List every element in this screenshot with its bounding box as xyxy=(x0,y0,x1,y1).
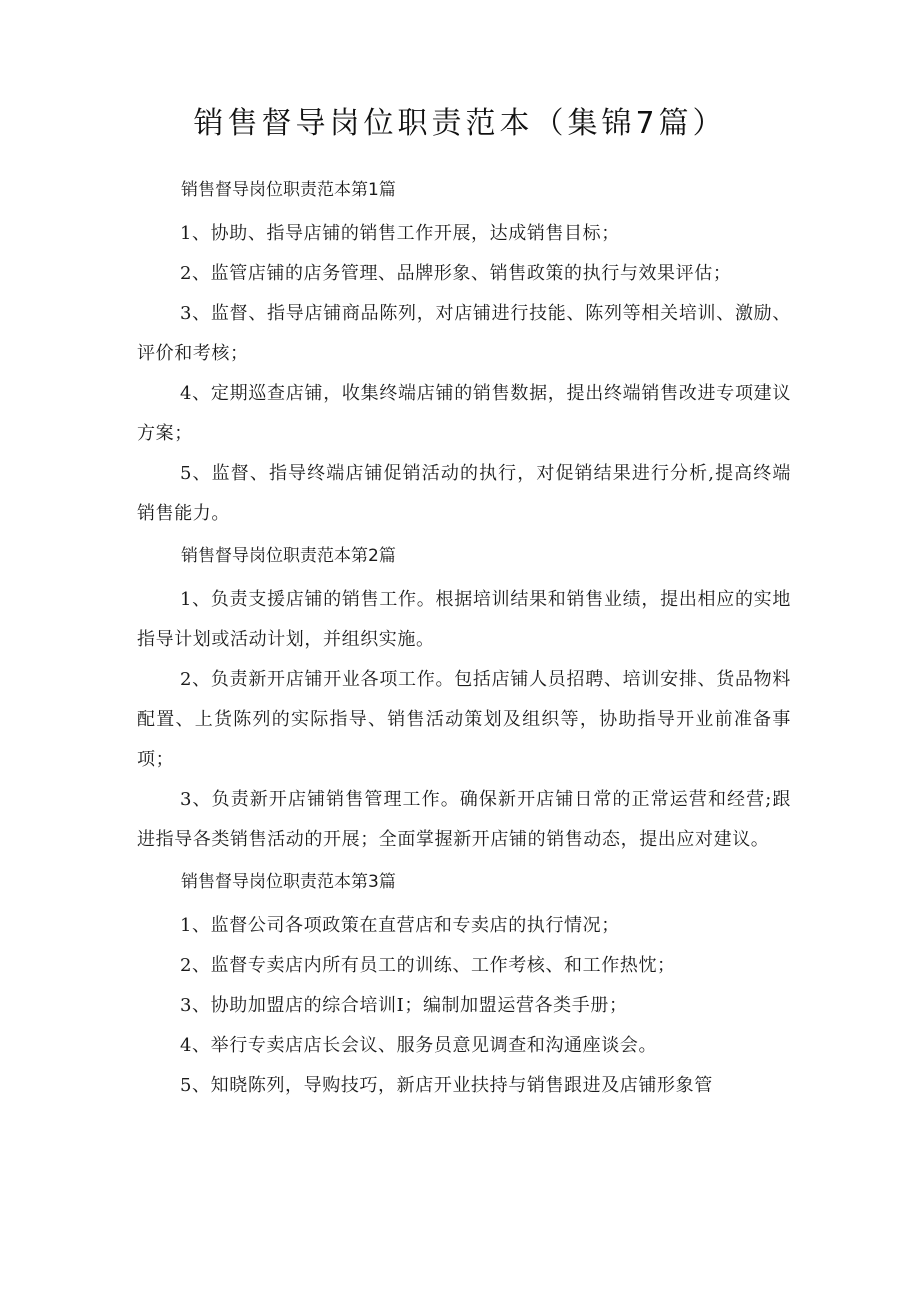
list-item: 1、协助、指导店铺的销售工作开展，达成销售目标； xyxy=(180,223,620,244)
list-item: 5、监督、指导终端店铺促销活动的执行，对促销结果进行分析,提高终端销售能力。 xyxy=(137,463,791,524)
list-item: 3、协助加盟店的综合培训I；编制加盟运营各类手册； xyxy=(180,995,628,1016)
list-item: 3、负责新开店铺销售管理工作。确保新开店铺日常的正常运营和经营;跟进指导各类销售活动的开展；全面掌握新开店铺的销售动态，提出应对建议。 xyxy=(137,789,791,850)
list-item: 4、举行专卖店店长会议、服务员意见调查和沟通座谈会。 xyxy=(180,1035,658,1056)
list-item: 1、监督公司各项政策在直营店和专卖店的执行情况； xyxy=(180,915,620,936)
section-3 xyxy=(137,870,791,1106)
document-body xyxy=(137,178,791,1116)
list-item: 4、定期巡查店铺，收集终端店铺的销售数据，提出终端销售改进专项建议方案； xyxy=(137,383,791,444)
list-item: 2、监督专卖店内所有员工的训练、工作考核、和工作热忱； xyxy=(180,955,676,976)
list-item: 5、知晓陈列，导购技巧，新店开业扶持与销售跟进及店铺形象管 xyxy=(180,1075,713,1096)
list-item: 1、负责支援店铺的销售工作。根据培训结果和销售业绩，提出相应的实地指导计划或活动计划，并组织实施。 xyxy=(137,589,791,650)
list-item: 2、负责新开店铺开业各项工作。包括店铺人员招聘、培训安排、货品物料配置、上货陈列的实际指导、销售活动策划及组织等，协助指导开业前准备事项； xyxy=(137,669,791,770)
section-heading: 销售督导岗位职责范本第1篇 xyxy=(181,180,396,200)
section-2 xyxy=(137,544,791,860)
section-heading: 销售督导岗位职责范本第3篇 xyxy=(181,872,396,892)
list-item: 3、监督、指导店铺商品陈列，对店铺进行技能、陈列等相关培训、激励、评价和考核； xyxy=(137,303,791,364)
page-title: 销售督导岗位职责范本（集锦7篇） xyxy=(193,106,727,141)
list-item: 2、监管店铺的店务管理、品牌形象、销售政策的执行与效果评估； xyxy=(180,263,732,284)
section-heading: 销售督导岗位职责范本第2篇 xyxy=(181,546,396,566)
section-1 xyxy=(137,178,791,534)
